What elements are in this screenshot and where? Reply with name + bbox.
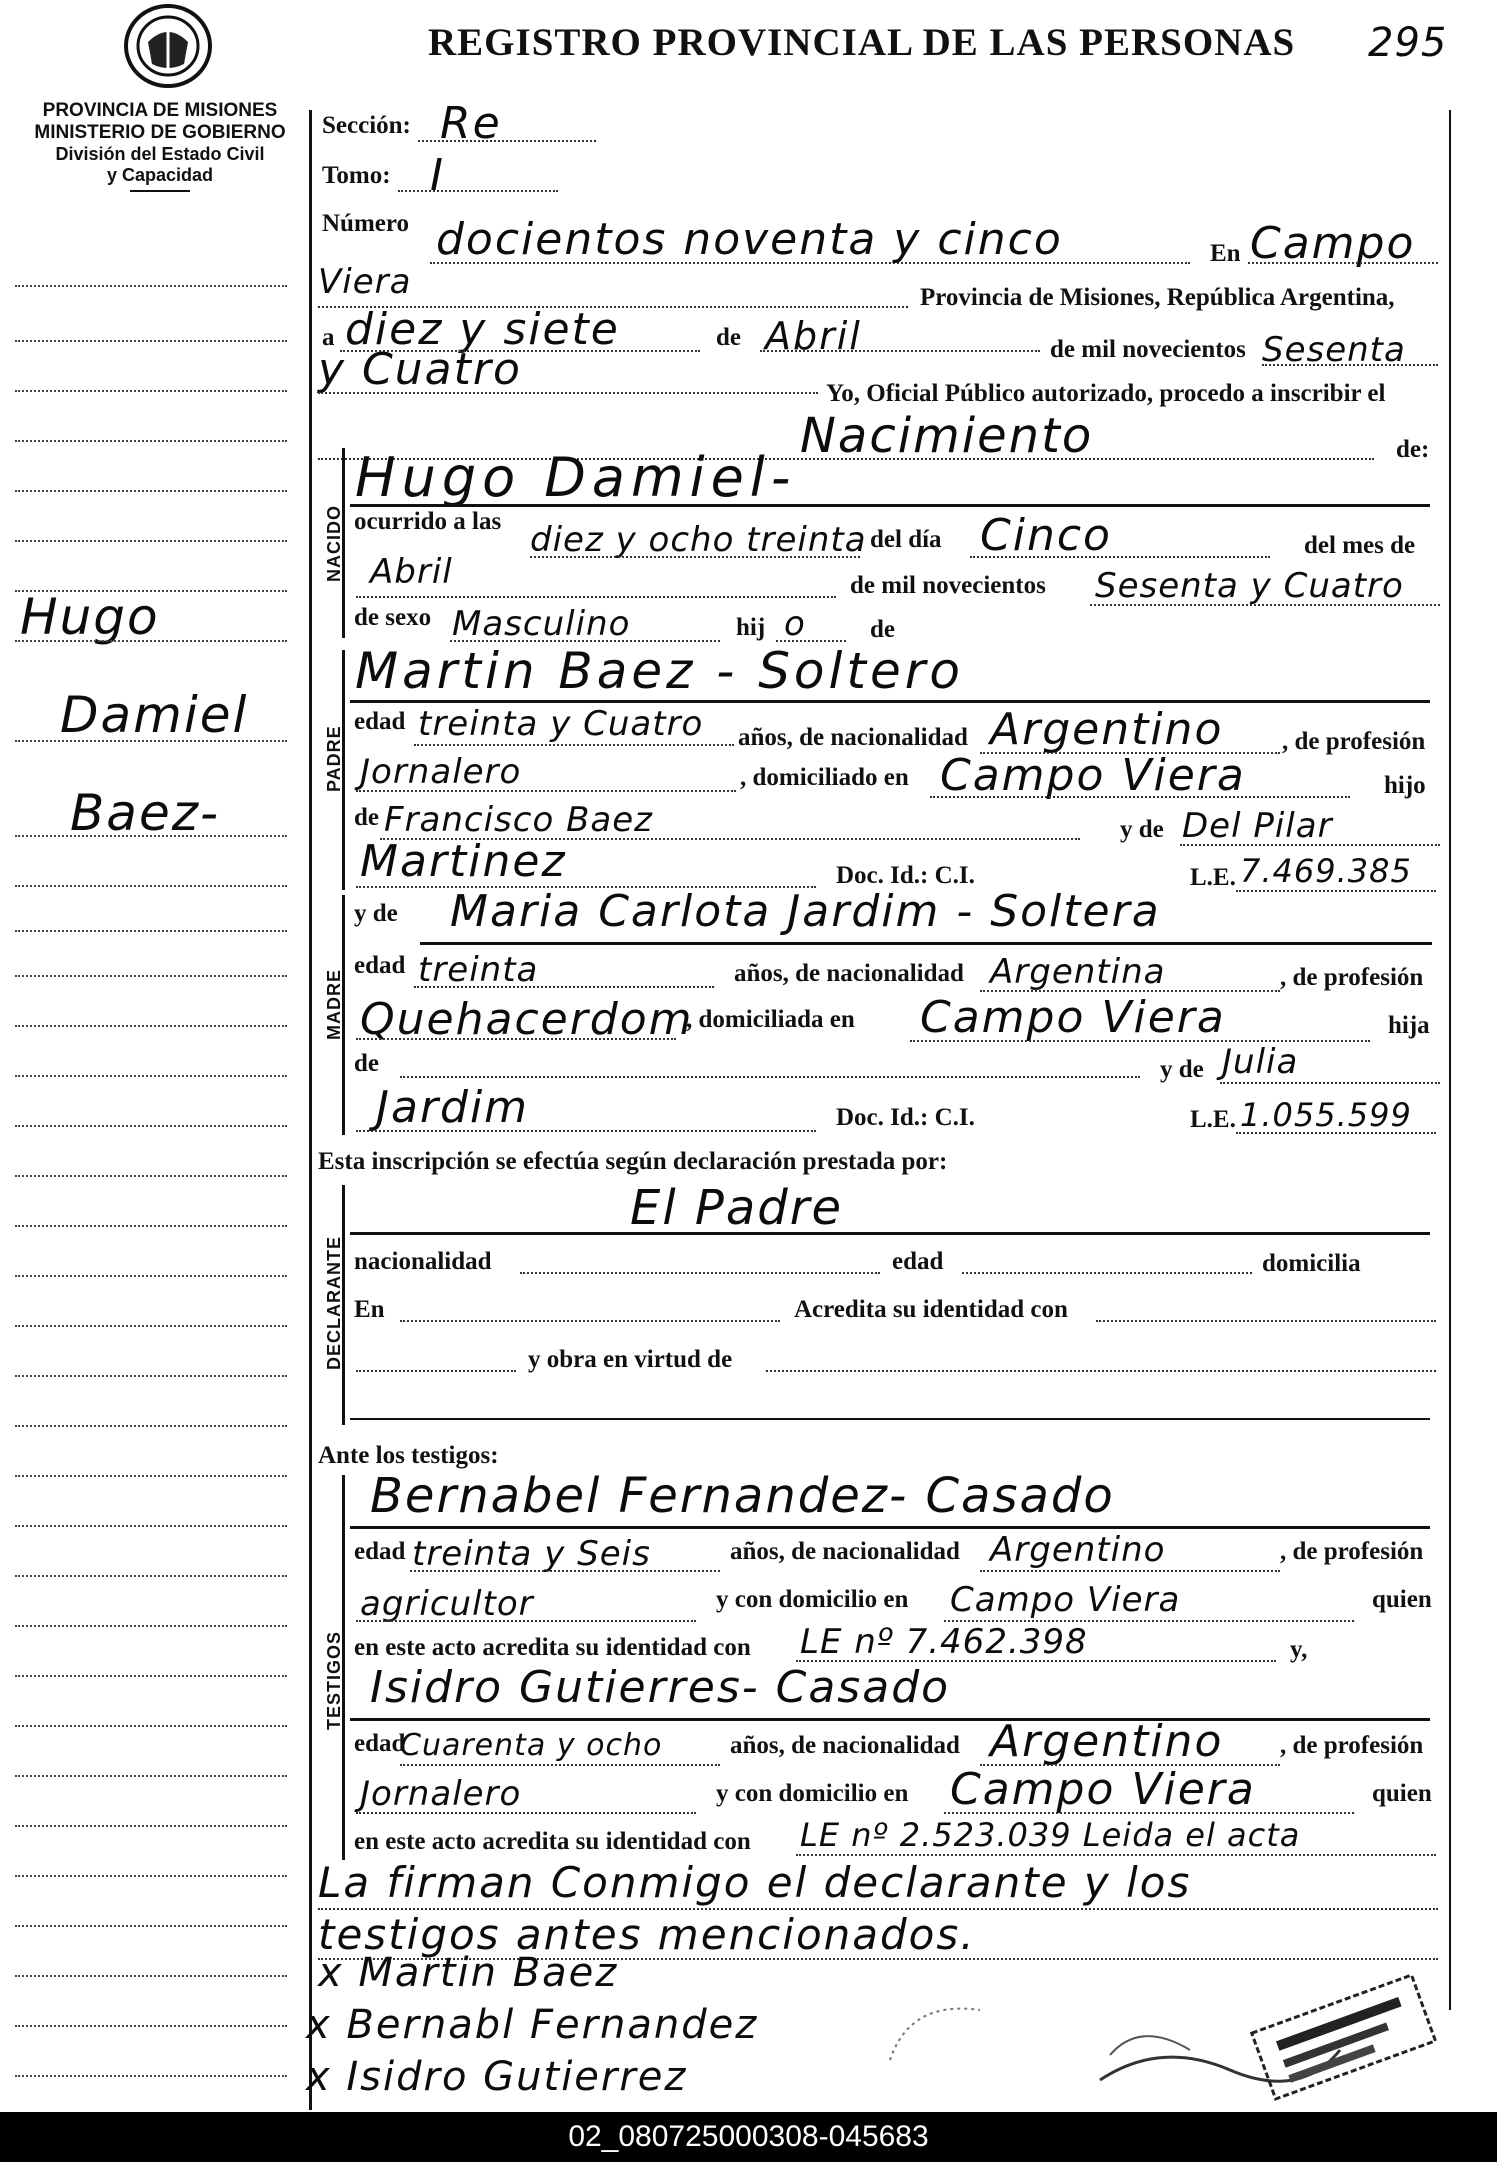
center-stamp-circle (880, 1980, 1000, 2100)
margin-line (15, 1475, 287, 1477)
label-t2-prof: , de profesión (1280, 1732, 1424, 1759)
value-en-lugar: Campo (1250, 218, 1416, 269)
margin-line (15, 1325, 287, 1327)
label-madre-doc: Doc. Id.: C.I. (836, 1104, 975, 1131)
label-del-mes: del mes de (1304, 532, 1416, 559)
label-t1-edad: edad (354, 1538, 406, 1565)
line-tomo (398, 190, 558, 192)
line-anio-2 (318, 392, 818, 394)
margin-line (15, 1375, 287, 1377)
label-ante-testigos: Ante los testigos: (318, 1442, 499, 1469)
value-t1-dom: Campo Viera (950, 1580, 1181, 1620)
org-division: División del Estado Civil (55, 144, 265, 164)
margin-second-name: Damiel (60, 686, 249, 744)
label-t2-edad: edad (354, 1730, 406, 1757)
value-madre-edad: treinta (418, 950, 539, 990)
line-madre-prof (356, 1038, 676, 1040)
value-acto: Nacimiento (800, 408, 1094, 464)
label-de-colon: de: (1396, 436, 1430, 463)
value-dia: diez y siete (345, 304, 620, 355)
line-t1-nac (980, 1570, 1280, 1572)
line-madre-madre (1220, 1082, 1440, 1084)
value-padre-madre-1: Del Pilar (1182, 806, 1333, 846)
label-madre-nac: años, de nacionalidad (734, 960, 964, 987)
margin-line (15, 1825, 287, 1827)
signature-witness-2: x Isidro Gutierrez (306, 2054, 688, 2100)
label-t1-prof: , de profesión (1280, 1538, 1424, 1565)
margin-line (15, 1725, 287, 1727)
closing-line-2: testigos antes mencionados. (318, 1910, 976, 1959)
margin-line (15, 285, 287, 287)
label-padre-le: L.E. (1190, 864, 1236, 891)
label-madre-y-de: y de (354, 900, 398, 927)
margin-last-name: Baez- (70, 784, 220, 842)
value-dia-nac: Cinco (980, 510, 1112, 561)
label-de-padres: de (870, 616, 895, 643)
margin-line (15, 740, 287, 742)
line-decl-en (400, 1320, 780, 1322)
margin-line (15, 540, 287, 542)
label-t2-dom: y con domicilio en (716, 1780, 909, 1807)
label-del-dia: del día (870, 526, 942, 553)
line-madre-madre-ap (356, 1130, 816, 1132)
value-madre-le: 1.055.599 (1240, 1096, 1412, 1134)
side-label-padre: PADRE (324, 725, 344, 792)
label-hij: hij (736, 614, 766, 641)
label-t1-dom: y con domicilio en (716, 1586, 909, 1613)
line-decl-nac (520, 1272, 880, 1274)
line-t2-prof (356, 1812, 696, 1814)
value-nombre-nacido: Hugo Damiel- (355, 446, 797, 509)
page-title: REGISTRO PROVINCIAL DE LAS PERSONAS (428, 21, 1296, 64)
margin-line (15, 1225, 287, 1227)
line-anio-nac (1090, 604, 1440, 606)
margin-line (15, 390, 287, 392)
line-mes (760, 350, 1040, 352)
value-madre-nombre: Maria Carlota Jardim - Soltera (450, 886, 1161, 937)
label-t1-nac: años, de nacionalidad (730, 1538, 960, 1565)
label-ocurrido: ocurrido a las (354, 508, 502, 535)
label-decl-edad: edad (892, 1248, 944, 1275)
margin-line (15, 1925, 287, 1927)
line-padre-prof (356, 790, 736, 792)
rule-testigo2 (350, 1718, 1430, 1721)
margin-line (15, 1125, 287, 1127)
line-decl-edad (962, 1272, 1252, 1274)
value-declarante: El Padre (630, 1180, 844, 1236)
line-t2-doc (796, 1854, 1436, 1856)
line-madre-edad (414, 986, 714, 988)
line-anio-1 (1262, 364, 1438, 366)
margin-line (15, 2075, 287, 2077)
org-block (20, 100, 300, 192)
signature-witness-1: x Bernabl Fernandez (306, 2002, 759, 2048)
margin-line (15, 975, 287, 977)
rule-declarante (350, 1232, 1430, 1235)
value-t2-nac: Argentino (990, 1716, 1224, 1767)
label-mil-novecientos: de mil novecientos (1050, 336, 1246, 363)
value-padre-madre-2: Martinez (360, 836, 567, 887)
label-decl-nac: nacionalidad (354, 1248, 492, 1275)
margin-line (15, 1875, 287, 1877)
side-label-nacido: NACIDO (324, 505, 344, 582)
label-t2-nac: años, de nacionalidad (730, 1732, 960, 1759)
rule-nacido (350, 504, 1430, 507)
value-hij: o (784, 604, 806, 644)
value-mes: Abril (765, 314, 862, 358)
label-declaracion: Esta inscripción se efectúa según declaración prestada por: (318, 1148, 948, 1175)
line-en (1248, 262, 1438, 264)
value-padre-nac: Argentino (990, 704, 1224, 755)
label-madre-edad: edad (354, 952, 406, 979)
margin-line (15, 1775, 287, 1777)
label-madre-prof: , de profesión (1280, 964, 1424, 991)
value-anio-1: Sesenta (1262, 330, 1406, 370)
value-anio-nac: Sesenta y Cuatro (1095, 566, 1404, 606)
line-padre-le (1236, 890, 1436, 892)
line-madre-le (1236, 1132, 1436, 1134)
value-madre-madre: Julia (1222, 1042, 1299, 1082)
line-t1-prof (356, 1620, 696, 1622)
line-decl-obra (766, 1370, 1436, 1372)
margin-line (15, 1625, 287, 1627)
label-padre-doc: Doc. Id.: C.I. (836, 862, 975, 889)
label-decl-obra: y obra en virtud de (528, 1346, 733, 1373)
value-numero: docientos noventa y cinco (436, 214, 1063, 265)
margin-line (15, 885, 287, 887)
side-label-testigos: TESTIGOS (324, 1630, 344, 1730)
rule-padre (350, 700, 1430, 703)
margin-line (15, 2025, 287, 2027)
margin-line (15, 1975, 287, 1977)
label-madre-dom: , domiciliada en (686, 1006, 855, 1033)
value-padre-prof: Jornalero (360, 752, 522, 792)
line-decl-obra-pre (356, 1370, 516, 1372)
rule-declarante-end (350, 1418, 1430, 1420)
line-padre-dom (930, 796, 1350, 798)
label-t2-acredita: en este acto acredita su identidad con (354, 1828, 751, 1855)
label-decl-acredita: Acredita su identidad con (794, 1296, 1068, 1323)
label-madre-le: L.E. (1190, 1106, 1236, 1133)
value-testigo2-nombre: Isidro Gutierres- Casado (370, 1662, 951, 1713)
line-madre-dom (910, 1040, 1370, 1042)
line-t2-edad (400, 1764, 720, 1766)
label-decl-en: En (354, 1296, 385, 1323)
value-t1-doc: LE nº 7.462.398 (800, 1622, 1088, 1662)
value-padre-edad: treinta y Cuatro (418, 704, 704, 744)
official-stamp (1080, 1960, 1440, 2110)
value-madre-prof: Quehacerdom (360, 994, 694, 1045)
value-t2-doc: LE nº 2.523.039 Leida el acta (800, 1816, 1301, 1854)
label-padre-dom: , domiciliado en (740, 764, 909, 791)
line-madre-padre (400, 1076, 1140, 1078)
label-t1-acredita: en este acto acredita su identidad con (354, 1634, 751, 1661)
value-madre-nac: Argentina (990, 952, 1166, 992)
label-t2-quien: quien (1372, 1780, 1432, 1807)
page-number: 295 (1368, 20, 1448, 66)
margin-line (15, 340, 287, 342)
margin-line (15, 1025, 287, 1027)
value-padre-nombre: Martin Baez - Soltero (355, 642, 964, 700)
value-madre-dom: Campo Viera (920, 992, 1226, 1043)
margin-line (15, 490, 287, 492)
org-capacity: y Capacidad (106, 165, 214, 185)
value-padre-dom: Campo Viera (940, 750, 1246, 801)
label-sexo: de sexo (354, 604, 432, 631)
line-t1-edad (410, 1570, 720, 1572)
value-t1-prof: agricultor (360, 1584, 534, 1624)
margin-line (15, 1525, 287, 1527)
value-sexo: Masculino (452, 604, 631, 644)
line-padre-edad (414, 744, 734, 746)
signature-father: x Martin Baez (318, 1950, 619, 1996)
side-label-madre: MADRE (324, 969, 344, 1040)
label-de: de (716, 324, 741, 351)
document-id-bar: 02_080725000308-045683 (0, 2112, 1497, 2162)
value-t1-edad: treinta y Seis (412, 1534, 651, 1574)
label-provincia: Provincia de Misiones, República Argentina, (920, 284, 1395, 311)
label-tomo: Tomo: (322, 162, 391, 189)
label-t1-y: y, (1290, 1636, 1308, 1663)
line-hora (530, 556, 860, 558)
org-underline (130, 190, 190, 192)
label-padre-y-de: y de (1120, 816, 1164, 843)
value-t2-prof: Jornalero (360, 1774, 522, 1814)
label-padre-nac: años, de nacionalidad (738, 724, 968, 751)
margin-line (15, 1175, 287, 1177)
value-madre-madre-ap: Jardim (376, 1082, 530, 1133)
rule-testigo1 (350, 1526, 1430, 1529)
margin-line (15, 640, 287, 642)
margin-line (15, 835, 287, 837)
label-t1-quien: quien (1372, 1586, 1432, 1613)
label-padre-de: de (354, 804, 379, 831)
value-mes-nac: Abril (370, 552, 453, 592)
value-testigo1-nombre: Bernabel Fernandez- Casado (370, 1468, 1115, 1524)
label-padre-prof: , de profesión (1282, 728, 1426, 755)
line-t2-dom (944, 1812, 1354, 1814)
margin-line (15, 930, 287, 932)
margin-line (15, 1675, 287, 1677)
line-mes-nac (356, 596, 836, 598)
value-padre-padre: Francisco Baez (384, 800, 653, 840)
margin-line (15, 1075, 287, 1077)
label-a: a (322, 324, 335, 351)
label-madre-hija: hija (1388, 1012, 1430, 1039)
value-t1-nac: Argentino (990, 1530, 1166, 1570)
line-decl-acredita (1096, 1320, 1436, 1322)
org-ministry: MINISTERIO DE GOBIERNO (34, 122, 286, 143)
label-decl-dom: domicilia (1262, 1250, 1361, 1277)
main-border-left (309, 110, 312, 2110)
label-madre-de: de (354, 1050, 379, 1077)
label-madre-y-de-2: y de (1160, 1056, 1204, 1083)
label-numero: Número (322, 210, 410, 237)
side-label-declarante: DECLARANTE (324, 1236, 344, 1370)
coat-of-arms-seal (118, 2, 218, 90)
closing-line-1: La firman Conmigo el declarante y los (318, 1858, 1192, 1907)
label-padre-edad: edad (354, 708, 406, 735)
rule-madre (420, 942, 1432, 945)
org-province: PROVINCIA DE MISIONES (42, 100, 278, 121)
label-yo-oficial: Yo, Oficial Público autorizado, procedo a inscribir el (826, 380, 1386, 407)
label-seccion: Sección: (322, 112, 411, 139)
margin-line (15, 440, 287, 442)
value-tomo: I (430, 150, 445, 201)
margin-line (15, 1575, 287, 1577)
line-dia-nac (970, 556, 1270, 558)
value-t2-edad: Cuarenta y ocho (400, 1728, 663, 1763)
value-padre-le: 7.469.385 (1240, 852, 1412, 890)
main-border-right (1449, 110, 1451, 2010)
value-hora: diez y ocho treinta (530, 520, 867, 560)
margin-line (15, 1425, 287, 1427)
label-mil-novecientos-2: de mil novecientos (850, 572, 1046, 599)
value-t2-dom: Campo Viera (950, 1764, 1256, 1815)
label-en: En (1210, 240, 1241, 267)
margin-line (15, 1275, 287, 1277)
value-seccion: Re (440, 98, 502, 149)
value-lugar-2: Viera (318, 262, 412, 302)
line-padre-madre-1 (1180, 844, 1440, 846)
label-padre-hijo: hijo (1384, 772, 1426, 799)
value-anio-2: y Cuatro (318, 344, 522, 395)
margin-first-name: Hugo (20, 588, 160, 646)
